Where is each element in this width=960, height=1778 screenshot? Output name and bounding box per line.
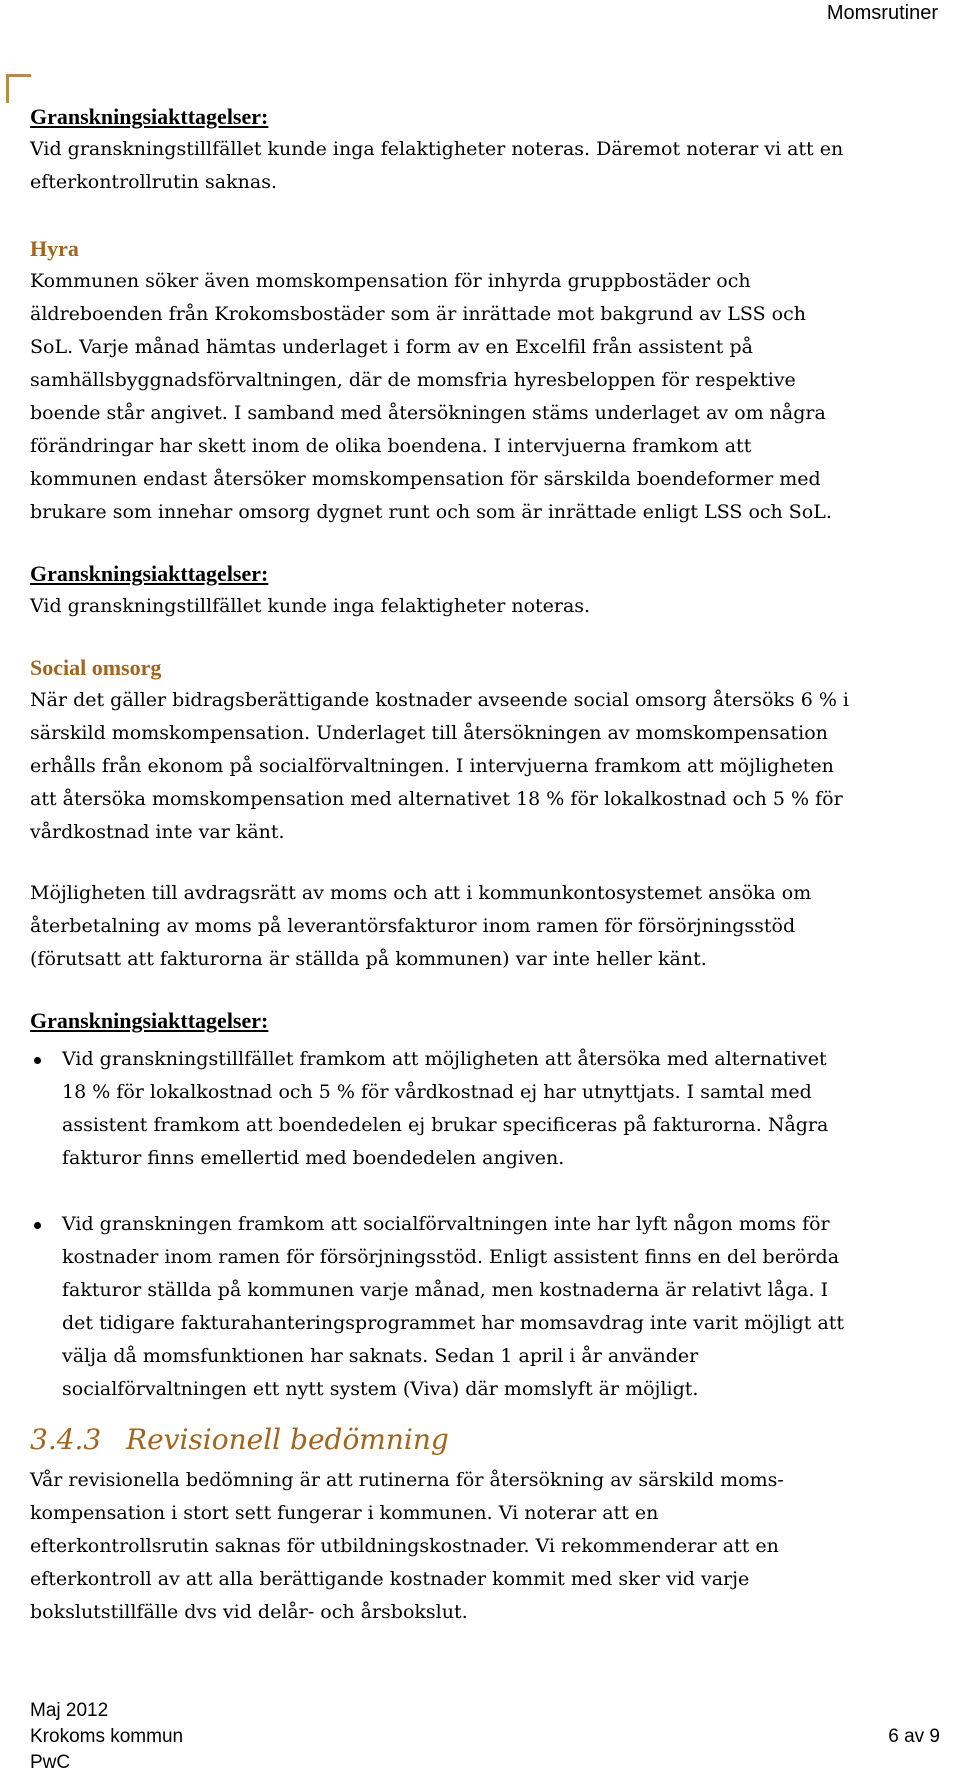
social-paragraph-1 [30,684,950,849]
text-line: återbetalning av moms på leverantörsfakturor inom ramen för försörjningsstöd [30,915,796,937]
section-title: Revisionell bedömning [126,1423,449,1456]
text-line: brukare som innehar omsorg dygnet runt och som är inrättade enligt LSS och SoL. [30,501,832,523]
observations-heading-1: Granskningsiakttagelser: [30,104,269,129]
section-heading-hyra: Hyra [30,236,79,261]
text-line: assistent framkom att boendedelen ej brukar specificeras på fakturorna. Några [62,1114,829,1136]
text-line: att återsöka momskompensation med alternativet 18 % för lokalkostnad och 5 % för [30,788,843,810]
text-line: SoL. Varje månad hämtas underlaget i form av en Excelfil från assistent på [30,336,753,358]
text-line: Vid granskningstillfället framkom att möjligheten att återsöka med alternativet [62,1048,827,1070]
text-line: bokslutstillfälle dvs vid delår- och årsbokslut. [30,1601,468,1623]
section-heading-revisionell-bedomning [30,1416,950,1464]
text-line: samhällsbyggnadsförvaltningen, där de momsfria hyresbeloppen för respektive [30,369,796,391]
text-line: Vid granskningstillfället kunde inga felaktigheter noteras. Däremot noterar vi att en [30,138,844,160]
document-body [30,100,950,1629]
text-line: kommunen endast återsöker momskompensation för särskilda boendeformer med [30,468,821,490]
bullet-item-1 [30,1043,950,1175]
text-line: Möjligheten till avdragsrätt av moms och att i kommunkontosystemet ansöka om [30,882,812,904]
bullet-icon [34,1222,41,1229]
text-line: efterkontrollsrutin saknas för utbildningskostnader. Vi rekommenderar att en [30,1535,779,1557]
footer-company: PwC [30,1752,71,1773]
text-line: 18 % för lokalkostnad och 5 % för vårdkostnad ej har utnyttjats. I samtal med [62,1081,812,1103]
text-line: Vår revisionella bedömning är att rutinerna för återsökning av särskild moms- [30,1469,784,1491]
footer-organization: Krokoms kommun [30,1726,184,1747]
bullet-icon [34,1057,41,1064]
text-line: särskild momskompensation. Underlaget till återsökningen av momskompensation [30,722,828,744]
observations-heading-3: Granskningsiakttagelser: [30,1008,269,1033]
page-header-title: Momsrutiner [826,2,938,24]
text-line: det tidigare fakturahanteringsprogrammet har momsavdrag inte varit möjligt att [62,1312,845,1334]
text-line: vårdkostnad inte var känt. [30,821,285,843]
page-number: 6 av 9 [888,1726,940,1747]
text-line: Vid granskningstillfället kunde inga felaktigheter noteras. [30,595,591,617]
text-line: kompensation i stort sett fungerar i kommunen. Vi noterar att en [30,1502,659,1524]
text-line: efterkontroll av att alla berättigande kostnader kommit med sker vid varje [30,1568,750,1590]
text-line: förändringar har skett inom de olika boendena. I intervjuerna framkom att [30,435,752,457]
text-line: välja då momsfunktionen har saknats. Sedan 1 april i år använder [62,1345,699,1367]
corner-mark [6,74,31,103]
text-line: socialförvaltningen ett nytt system (Viva) där momslyft är möjligt. [62,1378,699,1400]
observations-heading-2: Granskningsiakttagelser: [30,561,269,586]
assessment-paragraph [30,1464,950,1629]
text-line: kostnader inom ramen för försörjningsstöd. Enligt assistent finns en del berörda [62,1246,840,1268]
text-line: äldreboenden från Krokomsbostäder som är inrättade mot bakgrund av LSS och [30,303,806,325]
section-number: 3.4.3 [30,1423,102,1456]
page-footer [30,1698,940,1776]
text-line: (förutsatt att fakturorna är ställda på kommunen) var inte heller känt. [30,948,707,970]
text-line: efterkontrollrutin saknas. [30,171,277,193]
text-line: fakturor ställda på kommunen varje månad, men kostnaderna är relativt låga. I [62,1279,829,1301]
section-heading-social-omsorg: Social omsorg [30,655,162,680]
text-line: Vid granskningen framkom att socialförvaltningen inte har lyft någon moms för [62,1213,830,1235]
observations-paragraph-1 [30,133,950,199]
text-line: boende står angivet. I samband med återsökningen stäms underlaget av om några [30,402,826,424]
hyra-paragraph [30,265,950,529]
text-line: fakturor finns emellertid med boendedelen angiven. [62,1147,565,1169]
text-line: När det gäller bidragsberättigande kostnader avseende social omsorg återsöks 6 % i [30,689,850,711]
bullet-item-2 [30,1208,950,1406]
footer-date: Maj 2012 [30,1700,109,1721]
text-line: Kommunen söker även momskompensation för inhyrda gruppbostäder och [30,270,751,292]
social-paragraph-2 [30,877,950,976]
text-line: erhålls från ekonom på socialförvaltningen. I intervjuerna framkom att möjligheten [30,755,834,777]
